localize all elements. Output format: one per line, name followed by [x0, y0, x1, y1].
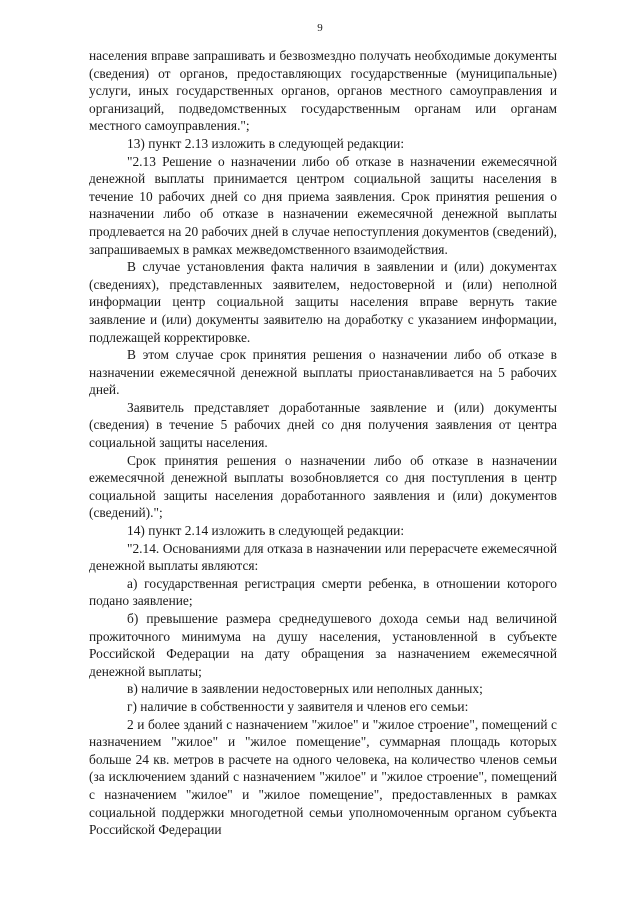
page-number: 9: [317, 22, 323, 34]
paragraph: 13) пункт 2.13 изложить в следующей редакции:: [127, 135, 405, 151]
paragraph: 2 и более зданий с назначением "жилое" и "жилое строение", помещений с назначением "жилое" и "жилое помещение", суммарная площадь которых больше 24 кв. метров в расчете на одного человека, на количество членов семьи (за исключением зданий с назначением "жилое" и "жилое строение", помещений с назначением "жилое" и "жилое помещение", предоставленных в рамках социальной поддержки многодетной семьи уполномоченным органом субъекта Российской Федерации: [89, 716, 557, 838]
document-body: [89, 47, 557, 839]
paragraph: В случае установления факта наличия в заявлении и (или) документах (сведениях), представленных заявителем, недостоверной и (или) неполной информации центр социальной защиты населения вправе вернуть такие заявление и (или) документы заявителю на доработку с указанием информации, подлежащей корректировке.: [89, 259, 557, 345]
paragraph: Срок принятия решения о назначении либо об отказе в назначении ежемесячной денежной выплаты возобновляется со дня поступления в центр социальной защиты населения доработанного заявления и (или) документов (сведений).";: [89, 452, 557, 521]
paragraph: б) превышение размера среднедушевого дохода семьи над величиной прожиточного минимума на душу населения, установленной в субъекте Российской Федерации на дату обращения за назначением ежемесячной денежной выплаты;: [89, 611, 557, 679]
paragraph: "2.13 Решение о назначении либо об отказе в назначении ежемесячной денежной выплаты принимается центром социальной защиты населения в течение 10 рабочих дней со дня приема заявления. Срок принятия решения о назначении либо об отказе в назначении ежемесячной денежной выплаты продлевается на 20 рабочих дней в случае непоступления документов (сведений), запрашиваемых в рамках межведомственного взаимодействия.: [89, 153, 557, 257]
paragraph: г) наличие в собственности у заявителя и членов его семьи:: [127, 698, 469, 714]
paragraph: в) наличие в заявлении недостоверных или неполных данных;: [127, 681, 483, 697]
paragraph: В этом случае срок принятия решения о назначении либо об отказе в назначении ежемесячной денежной выплаты приостанавливается на 5 рабочих дней.: [89, 347, 557, 398]
paragraph: "2.14. Основаниями для отказа в назначении или перерасчете ежемесячной денежной выплаты являются:: [89, 540, 557, 574]
paragraph: населения вправе запрашивать и безвозмездно получать необходимые документы (сведения) от органов, предоставляющих государственные (муниципальные) услуги, иных государственных органов, органов местного самоуправления и организаций, подведомственных государственным органам или органам местного самоуправления.";: [89, 48, 557, 134]
paragraph: Заявитель представляет доработанные заявление и (или) документы (сведения) в течение 5 рабочих дней со дня получения заявления от центра социальной защиты населения.: [89, 399, 557, 451]
paragraph: а) государственная регистрация смерти ребенка, в отношении которого подано заявление;: [89, 575, 557, 609]
paragraph: 14) пункт 2.14 изложить в следующей редакции:: [127, 523, 405, 539]
